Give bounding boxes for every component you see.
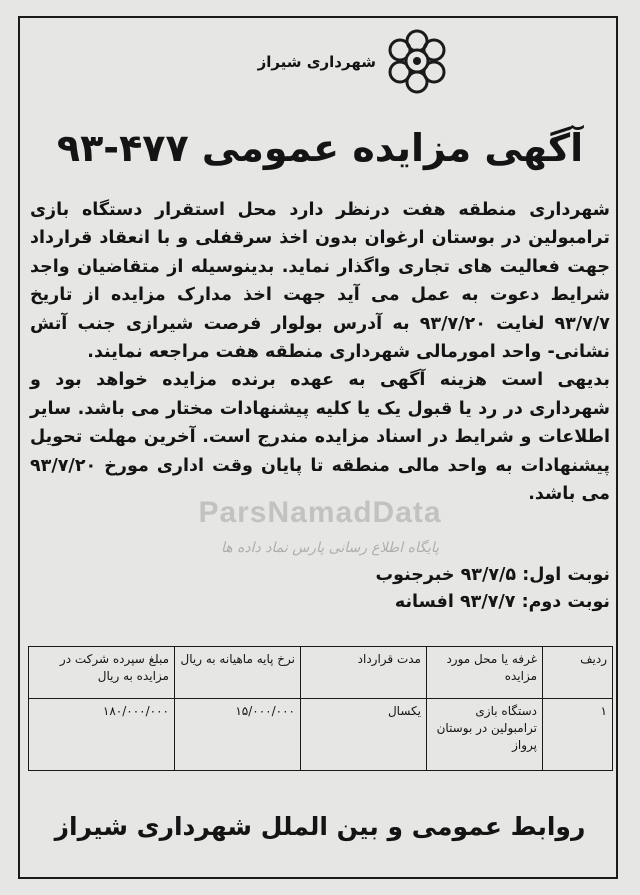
header-base-rate: نرخ پایه ماهیانه به ریال — [175, 647, 301, 699]
notice-body — [30, 196, 610, 508]
header — [230, 26, 450, 98]
header-row-number: ردیف — [543, 647, 613, 699]
body-paragraph-1: شهرداری منطقه هفت درنظر دارد محل استقرار دستگاه بازی ترامبولین در بوستان ارغوان بدون اخذ سرقفلی و با انعقاد قرارداد جهت فعالیت های تجاری واگذار نماید. بدینوسیله از متقاضیان واجد شرایط دعوت به عمل می آید جهت اخذ مدارک مزایده از تاریخ ۹۳/۷/۷ لغایت ۹۳/۷/۲۰ به آدرس بولوار فرصت شیرازی جنب آتش نشانی- واحد امورمالی شهرداری منطقه هفت مراجعه نمایند. — [30, 200, 610, 363]
cell-duration: یکسال — [301, 699, 427, 771]
publication-notices — [30, 562, 610, 616]
header-deposit: مبلغ سپرده شرکت در مزایده به ریال — [29, 647, 175, 699]
header-place: غرفه یا محل مورد مزایده — [427, 647, 543, 699]
org-name: شهرداری شیراز — [257, 53, 376, 71]
notice-first: نوبت اول: ۹۳/۷/۵ خبرجنوب — [375, 565, 610, 585]
watermark-logo: ParsNamadData — [198, 496, 442, 529]
watermark-caption: پایگاه اطلاع رسانی پارس نماد داده ها — [221, 540, 439, 556]
cell-place: دستگاه بازی ترامبولین در بوستان پرواز — [427, 699, 543, 771]
body-paragraph-2: بدیهی است هزینه آگهی به عهده برنده مزایده خواهد بود و شهرداری در رد یا قبول یک یا کلیه پیشنهادات مختار می باشد. سایر اطلاعات و شرایط در اسناد مزایده مندرج است. آخرین مهلت تحویل پیشنهادات به واحد مالی منطقه تا پایان وقت اداری مورخ ۹۳/۷/۲۰ می باشد. — [30, 370, 610, 505]
footer-signature: روابط عمومی و بین الملل شهرداری شیراز — [54, 812, 586, 841]
cell-row-number: ۱ — [543, 699, 613, 771]
page-title: آگهی مزایده عمومی ۴۷۷-۹۳ — [56, 126, 584, 170]
header-duration: مدت قرارداد — [301, 647, 427, 699]
cell-base-rate: ۱۵/۰۰۰/۰۰۰ — [175, 699, 301, 771]
table-header-row — [29, 647, 613, 699]
cell-deposit: ۱۸۰/۰۰۰/۰۰۰ — [29, 699, 175, 771]
auction-table — [28, 646, 613, 771]
notice-second: نوبت دوم: ۹۳/۷/۷ افسانه — [394, 592, 610, 612]
table-row — [29, 699, 613, 771]
shiraz-flower-logo-icon — [384, 29, 450, 95]
